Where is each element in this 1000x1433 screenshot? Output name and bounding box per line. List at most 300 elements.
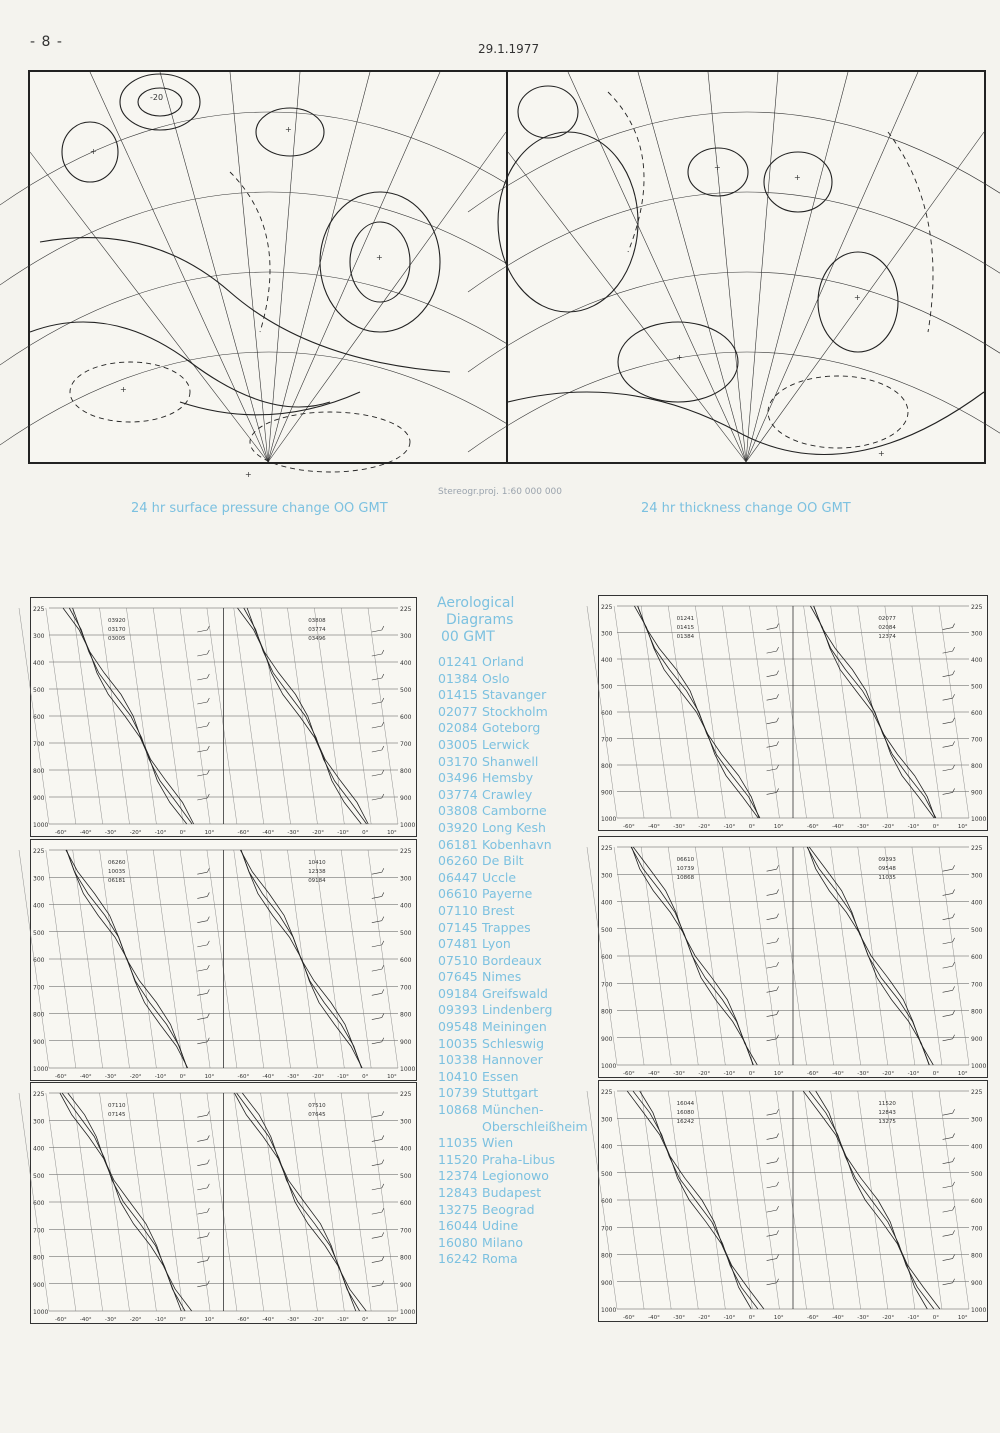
temperature-label: -30°	[104, 1317, 117, 1323]
wind-barb	[382, 965, 384, 969]
wind-barb	[382, 1014, 384, 1018]
pressure-label: 700	[400, 741, 412, 748]
temperature-label: 10°	[387, 1317, 397, 1323]
station-name: Praha-Libus	[482, 1151, 556, 1167]
station-name: Udine	[482, 1218, 519, 1234]
pressure-label: 600	[971, 954, 983, 961]
temperature-label: -10°	[154, 1074, 167, 1080]
pressure-label: 900	[601, 1035, 613, 1043]
station-list-item	[438, 853, 598, 870]
pressure-label: 400	[33, 660, 45, 667]
temperature-label: -60°	[623, 1071, 635, 1077]
wind-barb	[207, 1184, 209, 1188]
temperature-label: -30°	[673, 1315, 686, 1321]
wind-barb	[372, 798, 382, 800]
wind-barb	[777, 741, 779, 745]
station-code: 10410	[438, 1068, 478, 1084]
wind-barb	[767, 769, 777, 771]
pressure-label: 900	[971, 1035, 983, 1043]
temperature-label: -40°	[832, 1315, 844, 1321]
pressure-label: 300	[601, 1116, 613, 1124]
wind-barb	[382, 868, 384, 872]
wind-barb	[197, 945, 207, 947]
wind-barb	[777, 1011, 779, 1015]
svg-text:+: +	[878, 449, 885, 458]
wind-barb	[953, 914, 955, 918]
wind-barb	[953, 1133, 955, 1137]
pressure-label: 900	[400, 795, 412, 802]
diagram-station-code: 12843	[878, 1110, 896, 1116]
pressure-label: 700	[971, 1225, 983, 1233]
pressure-label: 900	[33, 1281, 45, 1289]
station-code: 01415	[438, 687, 478, 703]
station-name: Nimes	[482, 969, 522, 985]
legend-title	[437, 595, 587, 646]
station-name: Uccle	[482, 869, 517, 885]
wind-barb	[953, 1230, 955, 1234]
temperature-label: -20°	[882, 1071, 895, 1077]
pressure-label: 400	[33, 902, 45, 910]
pressure-label: 225	[33, 1091, 45, 1098]
pressure-label: 700	[971, 981, 983, 989]
station-list-item	[438, 654, 598, 671]
wind-barb	[767, 1039, 777, 1041]
pressure-label: 300	[33, 633, 45, 640]
station-name: Oberschleißheim	[482, 1118, 588, 1134]
wind-barb	[372, 1212, 382, 1214]
wind-barb	[197, 774, 207, 776]
aerological-diagram-f	[598, 1080, 988, 1322]
station-list-item	[438, 1251, 598, 1268]
diagram-station-code: 10035	[108, 869, 126, 875]
wind-barb	[372, 702, 382, 704]
wind-barb	[372, 969, 382, 971]
wind-barb	[767, 893, 777, 895]
station-list-item	[438, 1152, 598, 1169]
station-code: 12374	[438, 1168, 478, 1184]
wind-barb	[382, 1232, 384, 1236]
temperature-label: -40°	[262, 830, 275, 836]
pressure-label: 225	[33, 848, 45, 855]
wind-barb	[953, 671, 955, 675]
wind-barb	[777, 624, 779, 628]
wind-barb	[953, 1011, 955, 1015]
temperature-label: -20°	[312, 1074, 325, 1080]
station-code: 03808	[438, 803, 478, 819]
station-code: 07145	[438, 919, 478, 935]
pressure-label: 700	[971, 736, 983, 744]
wind-barb	[382, 770, 384, 774]
station-name: Hannover	[482, 1052, 543, 1068]
pressure-label: 700	[33, 984, 45, 992]
station-list-item	[438, 704, 598, 721]
wind-barb	[767, 1259, 777, 1261]
pressure-label: 400	[971, 1143, 983, 1151]
temperature-label: 10°	[773, 1071, 784, 1077]
station-name: Schleswig	[482, 1035, 545, 1051]
wind-barb	[953, 986, 955, 990]
pressure-label: 700	[601, 981, 613, 989]
wind-barb	[207, 917, 209, 921]
wind-barb	[953, 962, 955, 966]
diagram-station-code: 02077	[878, 616, 896, 622]
pressure-label: 600	[33, 714, 45, 721]
temperature-label: -60°	[55, 1317, 67, 1323]
station-code: 06260	[438, 853, 478, 869]
wind-barb	[767, 792, 777, 794]
aerological-diagram-e	[30, 1082, 417, 1324]
wind-barb	[372, 726, 382, 728]
temperature-label: -10°	[907, 824, 920, 830]
wind-barb	[197, 1212, 207, 1214]
station-code: 10035	[438, 1035, 478, 1051]
isotherm	[19, 608, 49, 824]
wind-barb	[767, 698, 777, 700]
diagram-station-code: 01384	[676, 634, 695, 640]
wind-barb	[777, 986, 779, 990]
station-list-item	[438, 953, 598, 970]
diagram-station-code: 03005	[108, 636, 126, 642]
pressure-label: 300	[971, 1116, 983, 1124]
wind-barb	[382, 1208, 384, 1212]
temperature-label: 0°	[932, 824, 939, 830]
temperature-label: 10°	[773, 824, 784, 830]
temperature-label: -60°	[55, 1074, 67, 1080]
temperature-label: 0°	[748, 1071, 755, 1077]
pressure-label: 1000	[33, 1309, 49, 1316]
wind-barb	[767, 1234, 777, 1236]
wind-barb	[382, 794, 384, 798]
pressure-label: 300	[400, 1118, 412, 1126]
wind-barb	[943, 918, 953, 920]
wind-barb	[943, 1186, 953, 1188]
aerological-diagram-d	[598, 836, 988, 1078]
station-name: Crawley	[482, 786, 533, 802]
wind-barb	[953, 1158, 955, 1162]
station-list-item	[438, 837, 598, 854]
temperature-label: -40°	[648, 1071, 660, 1077]
wind-barb	[207, 722, 209, 726]
isotherm	[19, 1093, 49, 1311]
station-list-item	[438, 820, 598, 837]
svg-text:+: +	[90, 147, 97, 156]
temperature-label: -20°	[129, 1317, 142, 1323]
wind-barb	[197, 921, 207, 923]
wind-barb	[767, 1015, 777, 1017]
wind-barb	[372, 1115, 382, 1117]
station-list-item	[438, 886, 598, 903]
wind-barb	[372, 654, 382, 656]
temperature-label: -10°	[907, 1071, 920, 1077]
surface-pressure-caption: 24 hr surface pressure change OO GMT	[131, 501, 388, 516]
wind-barb	[372, 921, 382, 923]
temperature-label: -30°	[857, 1315, 870, 1321]
wind-barb	[943, 675, 953, 677]
station-name: Roma	[482, 1251, 518, 1267]
station-name: Long Kesh	[482, 819, 546, 835]
diagram-station-code: 12338	[308, 869, 326, 875]
svg-text:+: +	[854, 293, 861, 302]
wind-barb	[953, 718, 955, 722]
wind-barb	[953, 647, 955, 651]
wind-barb	[777, 788, 779, 792]
wind-barb	[382, 1135, 384, 1139]
pressure-label: 400	[601, 1143, 613, 1151]
wind-barb	[197, 1236, 207, 1238]
station-list-item	[438, 1135, 598, 1152]
station-code: 16080	[438, 1234, 478, 1250]
legend-title-line1: Aerological	[437, 595, 515, 611]
pressure-label: 800	[601, 763, 613, 770]
wind-barb	[777, 1158, 779, 1162]
wind-barb	[943, 722, 953, 724]
station-code: 02084	[438, 720, 478, 736]
wind-barb	[777, 671, 779, 675]
station-name: Legionowo	[482, 1168, 549, 1184]
station-list-item	[438, 1119, 598, 1136]
wind-barb	[777, 1182, 779, 1186]
diagram-station-code: 07110	[108, 1103, 126, 1109]
temperature-label: -20°	[312, 1317, 325, 1323]
station-name: De Bilt	[482, 853, 524, 869]
wind-barb	[207, 989, 209, 993]
station-name: Orland	[482, 654, 524, 669]
diagram-station-code: 16044	[676, 1101, 695, 1107]
wind-barb	[197, 969, 207, 971]
station-code: 09184	[438, 985, 478, 1001]
station-list-item	[438, 986, 598, 1003]
pressure-label: 600	[400, 957, 412, 964]
temperature-label: -30°	[673, 1071, 686, 1077]
wind-barb	[197, 678, 207, 680]
temperature-label: -30°	[104, 1074, 117, 1080]
pressure-label: 800	[400, 768, 412, 775]
station-name: Lerwick	[482, 736, 530, 752]
temperature-label: -60°	[807, 824, 819, 830]
wind-barb	[372, 1188, 382, 1190]
temperature-label: -20°	[882, 1315, 895, 1321]
wind-barb	[197, 896, 207, 898]
wind-barb	[767, 1283, 777, 1285]
wind-barb	[197, 630, 207, 632]
station-name: Lyon	[482, 936, 511, 952]
wind-barb	[777, 694, 779, 698]
page-number: - 8 -	[30, 34, 63, 50]
wind-barb	[943, 698, 953, 700]
diagram-station-code: 16242	[676, 1119, 695, 1125]
temperature-label: -20°	[698, 1071, 711, 1077]
station-code: 03496	[438, 770, 478, 786]
pressure-label: 225	[601, 1089, 613, 1096]
wind-barb	[767, 675, 777, 677]
temperature-label: 10°	[204, 1317, 215, 1323]
svg-text:+: +	[245, 470, 252, 479]
wind-barb	[767, 1137, 777, 1139]
wind-barb	[207, 1257, 209, 1261]
station-name: Stuttgart	[482, 1085, 539, 1101]
aerological-diagram-a	[30, 597, 417, 837]
svg-text:+: +	[120, 385, 127, 394]
pressure-label: 900	[601, 789, 613, 797]
pressure-label: 1000	[971, 1307, 987, 1314]
temperature-label: -30°	[673, 824, 686, 830]
pressure-label: 400	[400, 902, 412, 910]
aerological-diagram-b	[598, 595, 988, 831]
wind-barb	[372, 993, 382, 995]
station-list-item	[438, 1002, 598, 1019]
wind-barb	[197, 1042, 207, 1044]
wind-barb	[372, 1018, 382, 1020]
station-list-item	[438, 687, 598, 704]
wind-barb	[382, 722, 384, 726]
pressure-label: 600	[971, 710, 983, 717]
station-list-item	[438, 1085, 598, 1102]
temperature-label: -10°	[337, 830, 349, 836]
pressure-label: 300	[33, 1118, 45, 1126]
diagram-station-code: 12374	[878, 634, 896, 640]
isotherm	[19, 850, 49, 1068]
wind-barb	[777, 1109, 779, 1113]
wind-barb	[953, 1109, 955, 1113]
wind-barb	[382, 1281, 384, 1285]
station-list-item	[438, 1235, 598, 1252]
temperature-label: -60°	[237, 830, 250, 836]
pressure-label: 600	[601, 1198, 613, 1205]
station-name: Meiningen	[482, 1019, 547, 1035]
station-name: Trappes	[482, 919, 531, 935]
wind-barb	[197, 750, 207, 752]
diagram-station-code: 07510	[308, 1103, 326, 1109]
pressure-label: 1000	[601, 1307, 617, 1314]
pressure-label: 900	[971, 1279, 983, 1287]
wind-barb	[777, 765, 779, 769]
pressure-label: 800	[971, 1008, 983, 1016]
wind-barb	[943, 1210, 953, 1212]
station-code: 03170	[438, 753, 478, 769]
wind-barb	[382, 1257, 384, 1261]
wind-barb	[943, 966, 953, 968]
pressure-label: 225	[971, 604, 983, 611]
pressure-label: 600	[601, 954, 613, 961]
station-code: 06447	[438, 869, 478, 885]
temperature-label: 10°	[957, 824, 968, 830]
temperature-label: -30°	[287, 1074, 300, 1080]
station-name: Goteborg	[482, 720, 541, 736]
station-name: Payerne	[482, 886, 533, 902]
station-code	[438, 1119, 482, 1136]
wind-barb	[953, 741, 955, 745]
svg-text:+: +	[285, 125, 292, 134]
pressure-label: 400	[971, 899, 983, 907]
diagram-station-code: 02084	[878, 625, 896, 631]
wind-barb	[382, 650, 384, 654]
wind-barb	[943, 792, 953, 794]
pressure-label: 800	[400, 1254, 412, 1262]
station-name: Kobenhavn	[482, 836, 552, 852]
temperature-label: -30°	[857, 1071, 870, 1077]
pressure-label: 400	[601, 899, 613, 907]
wind-barb	[777, 865, 779, 869]
wind-barb	[382, 698, 384, 702]
temperature-label: -60°	[623, 824, 635, 830]
wind-barb	[777, 1255, 779, 1259]
wind-barb	[197, 1285, 207, 1287]
wind-barb	[207, 965, 209, 969]
wind-barb	[207, 698, 209, 702]
station-code: 09548	[438, 1019, 478, 1035]
wind-barb	[767, 1186, 777, 1188]
wind-barb	[943, 990, 953, 992]
station-list-item	[438, 936, 598, 953]
station-code: 13275	[438, 1201, 478, 1217]
projection-label: Stereogr.proj. 1:60 000 000	[438, 487, 563, 497]
pressure-label: 900	[33, 795, 45, 802]
station-code: 12843	[438, 1185, 478, 1200]
pressure-label: 500	[400, 929, 412, 937]
station-name: Lindenberg	[482, 1002, 553, 1018]
pressure-label: 800	[601, 1008, 613, 1016]
wind-barb	[767, 1210, 777, 1212]
temperature-label: -20°	[129, 1074, 142, 1080]
wind-barb	[207, 1111, 209, 1115]
svg-text:+: +	[714, 163, 721, 172]
pressure-label: 1000	[971, 1063, 987, 1070]
wind-barb	[777, 914, 779, 918]
temperature-label: -60°	[807, 1315, 819, 1321]
station-code: 10338	[438, 1052, 478, 1068]
wind-barb	[943, 628, 953, 630]
pressure-label: 400	[601, 657, 613, 664]
pressure-label: 225	[971, 1089, 983, 1096]
wind-barb	[943, 1259, 953, 1261]
station-name: Milano	[482, 1234, 523, 1250]
wind-barb	[777, 1035, 779, 1039]
pressure-label: 700	[601, 1225, 613, 1233]
station-name: Stavanger	[482, 687, 547, 703]
station-list-item	[438, 1069, 598, 1086]
wind-barb	[197, 1164, 207, 1166]
wind-barb	[953, 1255, 955, 1259]
pressure-label: 600	[33, 957, 45, 964]
wind-barb	[767, 1113, 777, 1115]
wind-barb	[777, 1279, 779, 1283]
wind-barb	[767, 869, 777, 871]
temperature-label: -20°	[129, 830, 142, 836]
station-name: Camborne	[482, 803, 547, 819]
wind-barb	[777, 1230, 779, 1234]
page-date: 29.1.1977	[478, 42, 540, 56]
temperature-label: -10°	[723, 824, 736, 830]
temperature-label: -30°	[857, 824, 870, 830]
wind-barb	[207, 1038, 209, 1042]
temperature-label: -30°	[104, 830, 117, 836]
station-list-item	[438, 720, 598, 737]
diagram-station-code: 03920	[108, 618, 126, 624]
station-name: Beograd	[482, 1201, 535, 1217]
temperature-label: -60°	[55, 830, 67, 836]
station-list-item	[438, 737, 598, 754]
temperature-label: -40°	[648, 824, 660, 830]
wind-barb	[207, 1232, 209, 1236]
wind-barb	[953, 1279, 955, 1283]
temperature-label: -20°	[698, 824, 711, 830]
wind-barb	[943, 1162, 953, 1164]
wind-barb	[372, 1285, 382, 1287]
temperature-label: -60°	[807, 1071, 819, 1077]
pressure-label: 800	[33, 768, 45, 775]
station-list-item	[438, 920, 598, 937]
temperature-label: -20°	[882, 824, 895, 830]
